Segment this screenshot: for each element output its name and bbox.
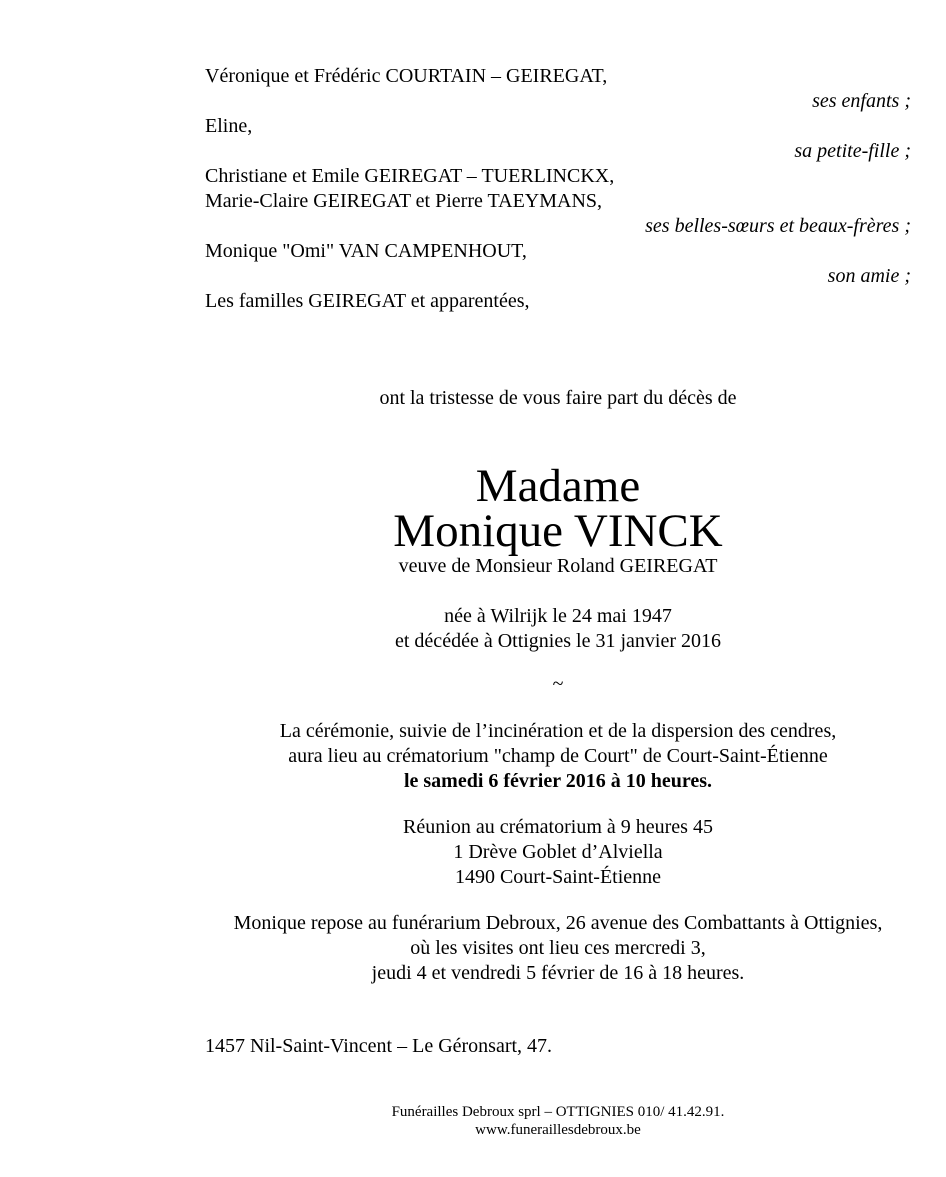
ceremony-line: aura lieu au crématorium "champ de Court" de Court-Saint-Étienne xyxy=(288,745,828,767)
visits-line: Monique repose au funérarium Debroux, 26 avenue des Combattants à Ottignies, xyxy=(233,912,883,934)
birth-line: née à Wilrijk le 24 mai 1947 xyxy=(444,605,672,627)
deceased-honorific: Madame xyxy=(475,460,641,512)
tilde-separator: ~ xyxy=(552,673,564,695)
relation-label: ses belles-sœurs et beaux-frères ; xyxy=(645,215,911,237)
relative-names-line: Marie-Claire GEIREGAT et Pierre TAEYMANS, xyxy=(205,190,603,212)
family-address-line: 1457 Nil-Saint-Vincent – Le Géronsart, 47. xyxy=(205,1035,553,1057)
visits-line: jeudi 4 et vendredi 5 février de 16 à 18 heures. xyxy=(371,962,745,984)
visits-line: où les visites ont lieu ces mercredi 3, xyxy=(410,937,706,959)
death-line: et décédée à Ottignies le 31 janvier 2016 xyxy=(395,630,721,652)
gathering-block xyxy=(205,815,911,890)
deceased-title-block xyxy=(205,460,911,557)
deceased-name: Monique VINCK xyxy=(393,505,723,557)
ceremony-date-line: le samedi 6 février 2016 à 10 heures. xyxy=(403,770,713,792)
funeral-home-website: www.funeraillesdebroux.be xyxy=(475,1122,641,1138)
relation-label: ses enfants ; xyxy=(812,90,911,112)
relation-label: son amie ; xyxy=(827,265,911,287)
widow-line: veuve de Monsieur Roland GEIREGAT xyxy=(398,555,718,577)
relative-names-line: Monique "Omi" VAN CAMPENHOUT, xyxy=(205,240,527,262)
gathering-address-line: 1 Drève Goblet d’Alviella xyxy=(453,841,663,863)
gathering-city-line: 1490 Court-Saint-Étienne xyxy=(454,866,662,888)
relation-label: sa petite-fille ; xyxy=(794,140,911,162)
gathering-line: Réunion au crématorium à 9 heures 45 xyxy=(403,816,713,838)
relative-names-line: Eline, xyxy=(205,115,253,137)
life-dates-block xyxy=(205,604,911,654)
visits-block xyxy=(205,911,911,986)
relative-names-line: Christiane et Emile GEIREGAT – TUERLINCKX, xyxy=(205,165,615,187)
funeral-home-footer xyxy=(205,1103,911,1139)
relative-names-line: Les familles GEIREGAT et apparentées, xyxy=(205,290,530,312)
announcement-line: ont la tristesse de vous faire part du décès de xyxy=(379,387,737,409)
relatives-block xyxy=(205,64,911,314)
ceremony-block xyxy=(205,719,911,794)
ceremony-line: La cérémonie, suivie de l’incinération et de la dispersion des cendres, xyxy=(279,720,837,742)
relative-names-line: Véronique et Frédéric COURTAIN – GEIREGAT, xyxy=(205,65,608,87)
funeral-home-info: Funérailles Debroux sprl – OTTIGNIES 010/ 41.42.91. xyxy=(391,1104,725,1120)
